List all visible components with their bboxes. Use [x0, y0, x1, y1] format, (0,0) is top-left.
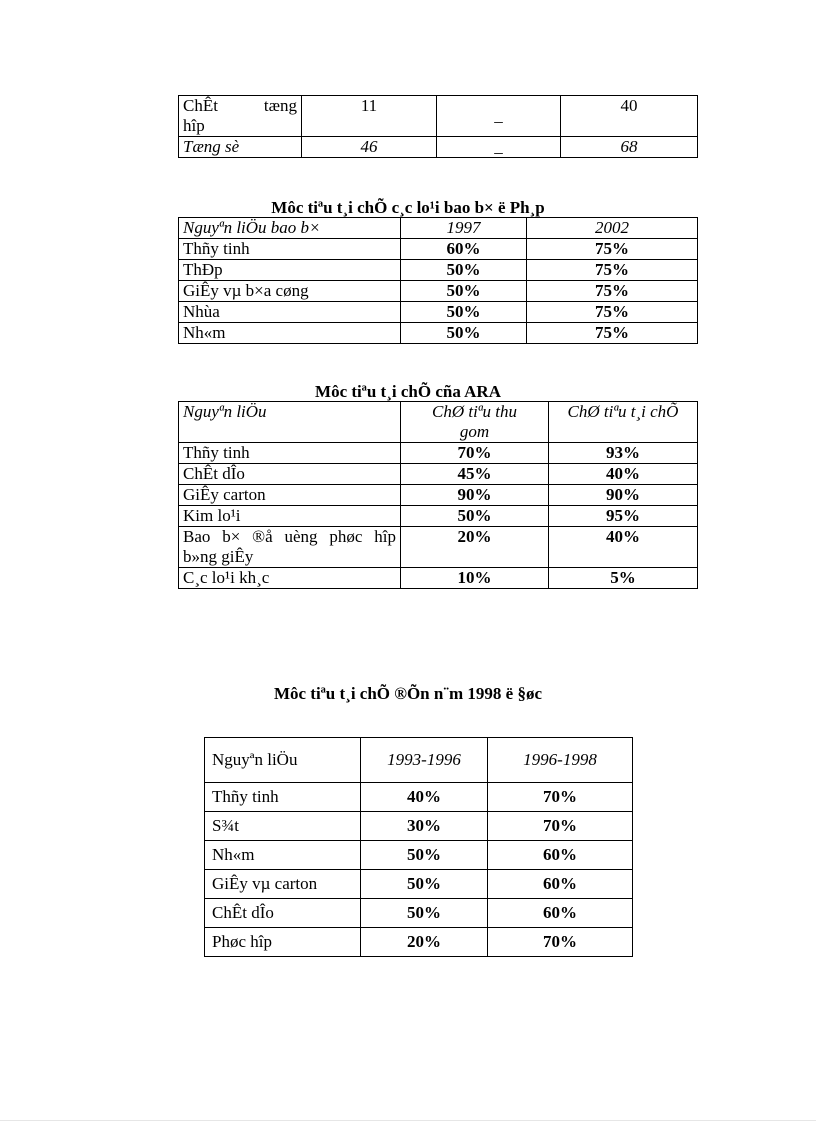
material-cell: Nh«m	[179, 323, 401, 344]
page-bottom-divider	[0, 1120, 816, 1121]
material-cell: Nhùa	[179, 302, 401, 323]
value-cell: 50%	[401, 323, 527, 344]
table-row	[179, 260, 698, 281]
table-row	[179, 506, 698, 527]
value-cell: 30%	[361, 812, 488, 841]
header-material: Nguyªn liÖu	[205, 738, 361, 783]
table-row	[205, 783, 633, 812]
value-cell: 50%	[401, 260, 527, 281]
header-collection-target	[401, 402, 549, 443]
value-cell: 75%	[527, 239, 698, 260]
value-cell: 20%	[401, 527, 549, 568]
value-cell: 11	[302, 96, 437, 137]
material-cell: GiÊy vµ b×a cøng	[179, 281, 401, 302]
table-row	[205, 928, 633, 957]
value-cell: _	[437, 137, 561, 158]
value-cell: 68	[561, 137, 698, 158]
table-row	[205, 812, 633, 841]
table-header-row	[179, 218, 698, 239]
material-cell: Kim lo¹i	[179, 506, 401, 527]
material-cell: Phøc hîp	[205, 928, 361, 957]
table-row	[179, 302, 698, 323]
value-cell: 75%	[527, 302, 698, 323]
ara-recycling-table	[178, 401, 698, 589]
material-cell: Nh«m	[205, 841, 361, 870]
value-cell: 50%	[361, 841, 488, 870]
value-cell: 75%	[527, 260, 698, 281]
material-label-line2: b»ng giÊy	[183, 547, 254, 566]
table-row	[179, 96, 698, 137]
material-cell	[179, 96, 302, 137]
value-cell: 95%	[549, 506, 698, 527]
value-cell: 50%	[361, 899, 488, 928]
material-cell: Thñy tinh	[179, 239, 401, 260]
header-year-2002: 2002	[527, 218, 698, 239]
table-row	[179, 464, 698, 485]
table-row	[205, 870, 633, 899]
header-material: Nguyªn liÖu	[179, 402, 401, 443]
value-cell: 45%	[401, 464, 549, 485]
material-cell: C¸c lo¹i kh¸c	[179, 568, 401, 589]
material-cell	[179, 527, 401, 568]
value-cell: 75%	[527, 323, 698, 344]
total-label: Tæng sè	[179, 137, 302, 158]
material-label-line2: hîp	[183, 116, 205, 135]
value-cell: 75%	[527, 281, 698, 302]
value-cell: 40%	[549, 464, 698, 485]
table-row	[205, 841, 633, 870]
header-material: Nguyªn liÖu bao b×	[179, 218, 401, 239]
table-row	[179, 485, 698, 506]
material-cell: ThÐp	[179, 260, 401, 281]
value-cell: 46	[302, 137, 437, 158]
value-cell: 60%	[488, 841, 633, 870]
header-period-2: 1996-1998	[488, 738, 633, 783]
table-row	[179, 568, 698, 589]
value-cell: 10%	[401, 568, 549, 589]
value-cell: _	[437, 96, 561, 137]
material-cell: Thñy tinh	[179, 443, 401, 464]
value-cell: 40%	[361, 783, 488, 812]
value-cell: 50%	[401, 302, 527, 323]
table-row	[179, 239, 698, 260]
value-cell: 70%	[488, 928, 633, 957]
header-period-1: 1993-1996	[361, 738, 488, 783]
table2-title: Môc tiªu t¸i chÕ c¸c lo¹i bao b× ë Ph¸p	[271, 198, 545, 217]
table-row	[205, 899, 633, 928]
material-cell: Thñy tinh	[205, 783, 361, 812]
header-recycling-target: ChØ tiªu t¸i chÕ	[549, 402, 698, 443]
table-row	[179, 323, 698, 344]
value-cell: 40%	[549, 527, 698, 568]
value-cell: 60%	[401, 239, 527, 260]
value-cell: 20%	[361, 928, 488, 957]
table-row	[179, 527, 698, 568]
france-recycling-table	[178, 217, 698, 344]
table-row	[179, 281, 698, 302]
value-cell: 93%	[549, 443, 698, 464]
table-header-row	[205, 738, 633, 783]
value-cell: 70%	[488, 783, 633, 812]
table3-title: Môc tiªu t¸i chÕ cña ARA	[315, 382, 501, 401]
value-cell: 50%	[401, 281, 527, 302]
material-cell: S¾t	[205, 812, 361, 841]
germany-recycling-table	[204, 737, 633, 957]
value-cell: 60%	[488, 899, 633, 928]
table-row	[179, 137, 698, 158]
table-row	[179, 443, 698, 464]
value-cell: 50%	[401, 506, 549, 527]
value-cell: 60%	[488, 870, 633, 899]
material-label-line1: Bao b× ®å uèng phøc hîp	[183, 527, 396, 546]
header-collection-line1: ChØ tiªu thu	[432, 402, 517, 421]
header-collection-line2: gom	[459, 422, 490, 441]
table-continuation	[178, 95, 698, 158]
material-cell: ChÊt dÎo	[179, 464, 401, 485]
material-cell: ChÊt dÎo	[205, 899, 361, 928]
table4-title: Môc tiªu t¸i chÕ ®Õn n¨m 1998 ë §øc	[273, 684, 543, 703]
table-header-row	[179, 402, 698, 443]
value-cell: 70%	[488, 812, 633, 841]
material-cell: GiÊy carton	[179, 485, 401, 506]
material-cell: GiÊy vµ carton	[205, 870, 361, 899]
value-cell: 5%	[549, 568, 698, 589]
value-cell: 40	[561, 96, 698, 137]
header-year-1997: 1997	[401, 218, 527, 239]
value-cell: 90%	[549, 485, 698, 506]
value-cell: 70%	[401, 443, 549, 464]
value-cell: 90%	[401, 485, 549, 506]
value-cell: 50%	[361, 870, 488, 899]
material-label-line1: ChÊt tæng	[183, 96, 297, 115]
